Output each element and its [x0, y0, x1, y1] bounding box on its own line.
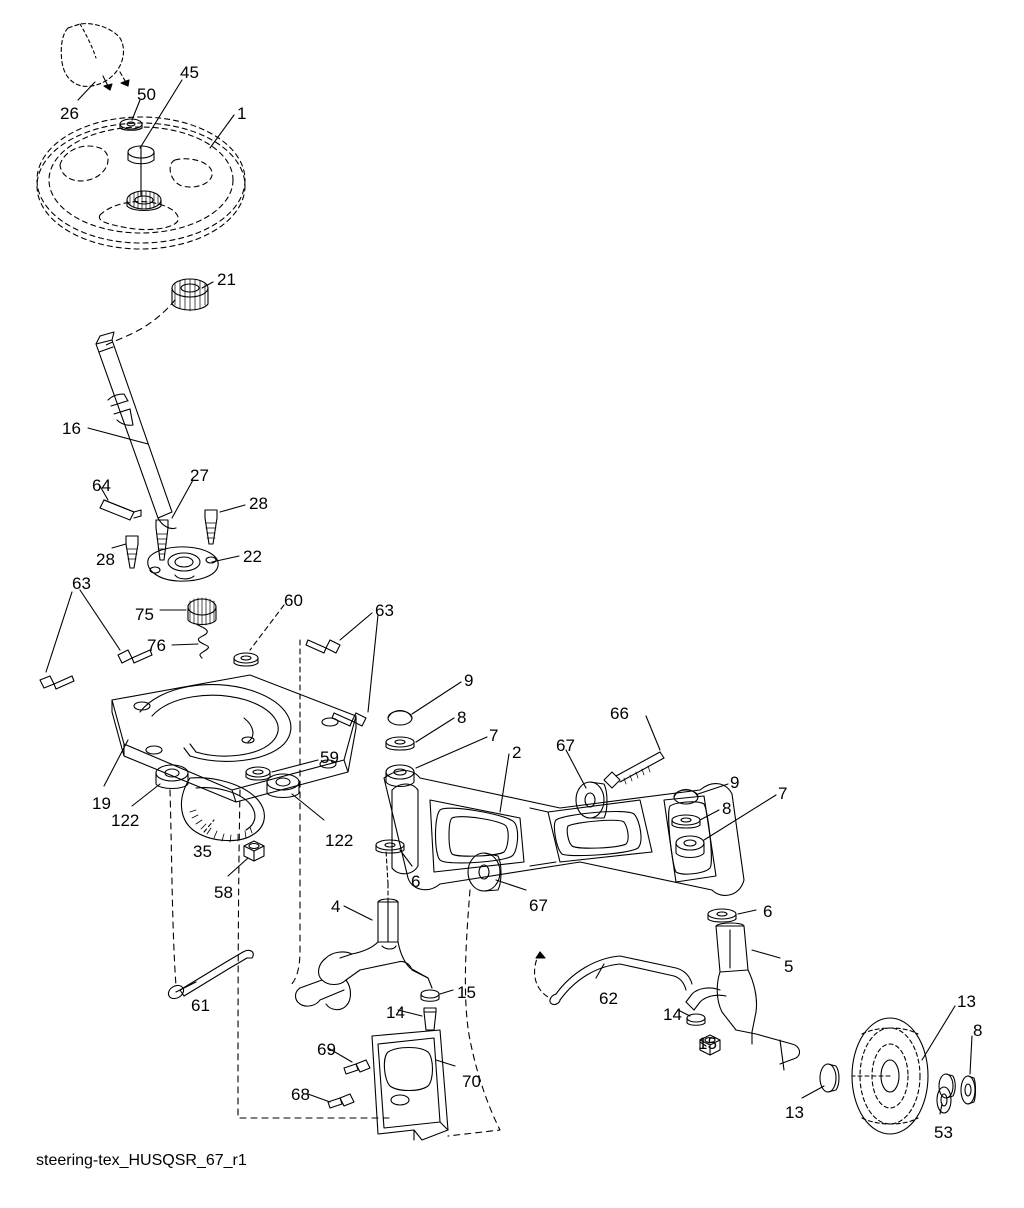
callout-64: 64 [92, 476, 111, 495]
part-67-bushing-lower [468, 853, 501, 891]
callout-28-top: 28 [249, 494, 268, 513]
part-28-bolt-left [126, 536, 138, 568]
part-2-front-axle [384, 771, 744, 896]
part-9-cap-left [388, 711, 412, 726]
callout-8-right: 8 [722, 799, 732, 818]
callout-15-left: 15 [457, 983, 476, 1002]
part-6-washer-right [708, 909, 736, 922]
part-63-screw-right-top [306, 640, 340, 653]
part-58-nut [244, 841, 264, 861]
part-59-washer [246, 767, 270, 780]
callout-22: 22 [243, 547, 262, 566]
part-8-washer-left [386, 737, 414, 750]
callout-58: 58 [214, 883, 233, 902]
callout-15-right: 15 [698, 1034, 717, 1053]
callout-13-bottom: 13 [785, 1103, 804, 1122]
callout-2: 2 [512, 743, 522, 762]
part-122-bushing-left [156, 765, 188, 789]
callout-7-left: 7 [489, 726, 499, 745]
part-8-washer-right [672, 815, 700, 828]
callout-67-upper: 67 [556, 736, 575, 755]
callout-14-right: 14 [663, 1005, 682, 1024]
callout-13-top: 13 [957, 992, 976, 1011]
callout-5: 5 [784, 957, 794, 976]
callout-50: 50 [137, 85, 156, 104]
callout-9-right: 9 [730, 773, 740, 792]
callout-28-left: 28 [96, 550, 115, 569]
callout-70: 70 [462, 1072, 481, 1091]
part-60-washer [234, 653, 258, 666]
part-64-pin [100, 500, 141, 520]
callout-8-left: 8 [457, 708, 467, 727]
callout-63-right: 63 [375, 601, 394, 620]
callout-21: 21 [217, 270, 236, 289]
part-69-screw [344, 1060, 370, 1074]
callout-61: 61 [191, 996, 210, 1015]
part-13-bushing-right [939, 1074, 955, 1098]
callout-9-left: 9 [464, 671, 474, 690]
callout-4: 4 [331, 897, 341, 916]
part-14-bolt-left [424, 1008, 436, 1030]
callout-62: 62 [599, 989, 618, 1008]
part-7-bushing-right [676, 836, 704, 858]
part-76-spring [196, 624, 208, 658]
callout-59: 59 [320, 748, 339, 767]
callout-1: 1 [237, 104, 247, 123]
part-7-bushing-left [386, 765, 414, 787]
callout-35: 35 [193, 842, 212, 861]
callout-6-right: 6 [763, 902, 773, 921]
callout-26: 26 [60, 104, 79, 123]
part-66-bolt [604, 752, 664, 788]
callout-68: 68 [291, 1085, 310, 1104]
part-26-insert [61, 24, 123, 87]
callout-122-left: 122 [111, 811, 140, 830]
callout-8-wheel: 8 [973, 1021, 983, 1040]
part-70-bracket [372, 1030, 448, 1140]
callout-53: 53 [934, 1123, 953, 1142]
part-22-bracket [148, 547, 218, 581]
callout-66: 66 [610, 704, 629, 723]
part-28-bolt-right [205, 510, 217, 544]
part-62-tie-rod [550, 956, 692, 1008]
callout-60: 60 [284, 591, 303, 610]
diagram-caption: steering-tex_HUSQSR_67_r1 [36, 1152, 247, 1169]
part-63-screw-bottom-left [40, 676, 74, 689]
callout-63-left: 63 [72, 574, 91, 593]
part-13-bushing-left [820, 1064, 839, 1092]
part-53-retainer [937, 1087, 951, 1113]
part-8-washer-wheel [961, 1076, 976, 1104]
callout-6-left: 6 [411, 872, 421, 891]
callout-76: 76 [147, 636, 166, 655]
part-6-washer-left [376, 840, 404, 853]
part-19-steering-plate [112, 675, 356, 802]
callout-19: 19 [92, 794, 111, 813]
part-61-link-rod [166, 950, 253, 1001]
part-21-insert [172, 279, 208, 311]
callout-67-lower: 67 [529, 896, 548, 915]
callout-27: 27 [190, 466, 209, 485]
part-15-washer-left [421, 990, 439, 1001]
part-35-sector-gear [181, 778, 264, 842]
callout-16: 16 [62, 419, 81, 438]
part-68-screw [328, 1094, 354, 1108]
callout-75: 75 [135, 605, 154, 624]
callout-7-right: 7 [778, 784, 788, 803]
part-27-bolt [156, 520, 168, 560]
callout-122-right: 122 [325, 831, 354, 850]
part-122-bushing-right [267, 774, 299, 798]
callout-69: 69 [317, 1040, 336, 1059]
callout-14-left: 14 [386, 1003, 405, 1022]
callout-45: 45 [180, 63, 199, 82]
part-75-pinion [188, 598, 216, 625]
